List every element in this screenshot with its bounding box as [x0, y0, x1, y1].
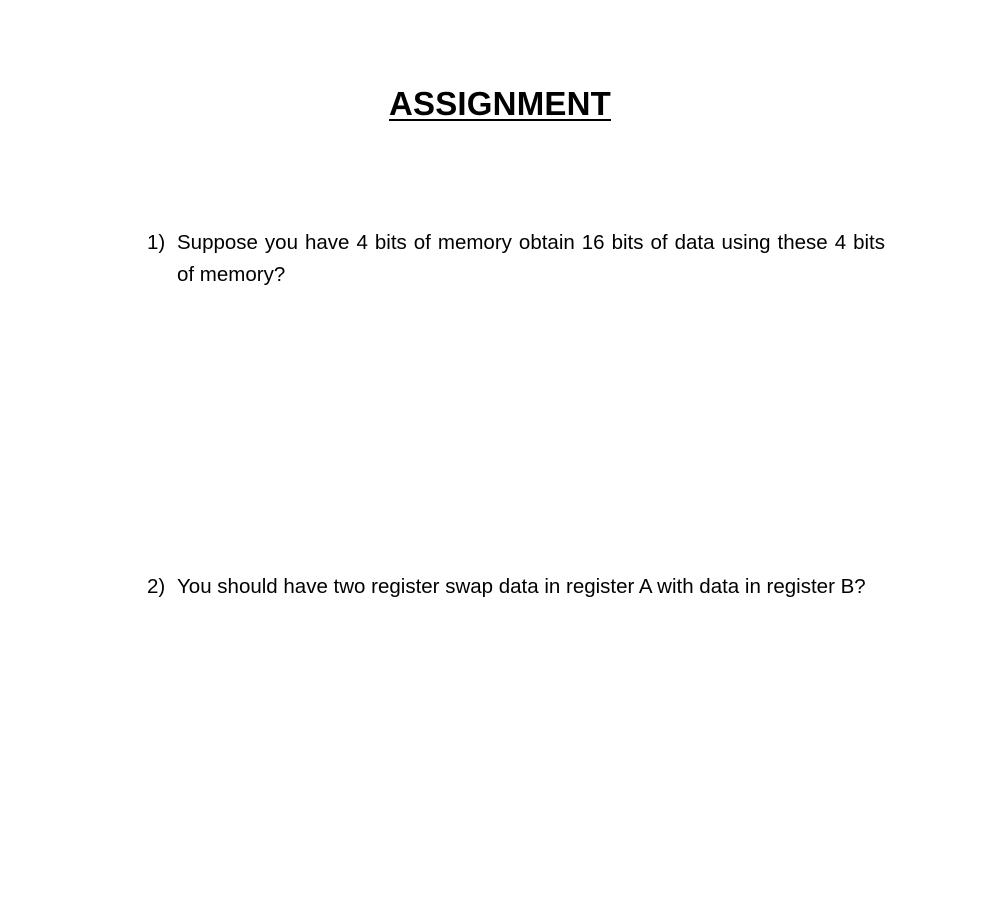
question-item — [147, 227, 885, 291]
question-number: 1) — [147, 231, 166, 254]
question-text: You should have two register swap data in register A with data in register B? — [177, 575, 866, 598]
question-text: Suppose you have 4 bits of memory obtain 16 bits of data using these 4 bits of memory? — [177, 231, 885, 286]
page-title: ASSIGNMENT — [388, 85, 611, 122]
question-number: 2) — [147, 575, 166, 598]
question-item — [147, 571, 885, 603]
